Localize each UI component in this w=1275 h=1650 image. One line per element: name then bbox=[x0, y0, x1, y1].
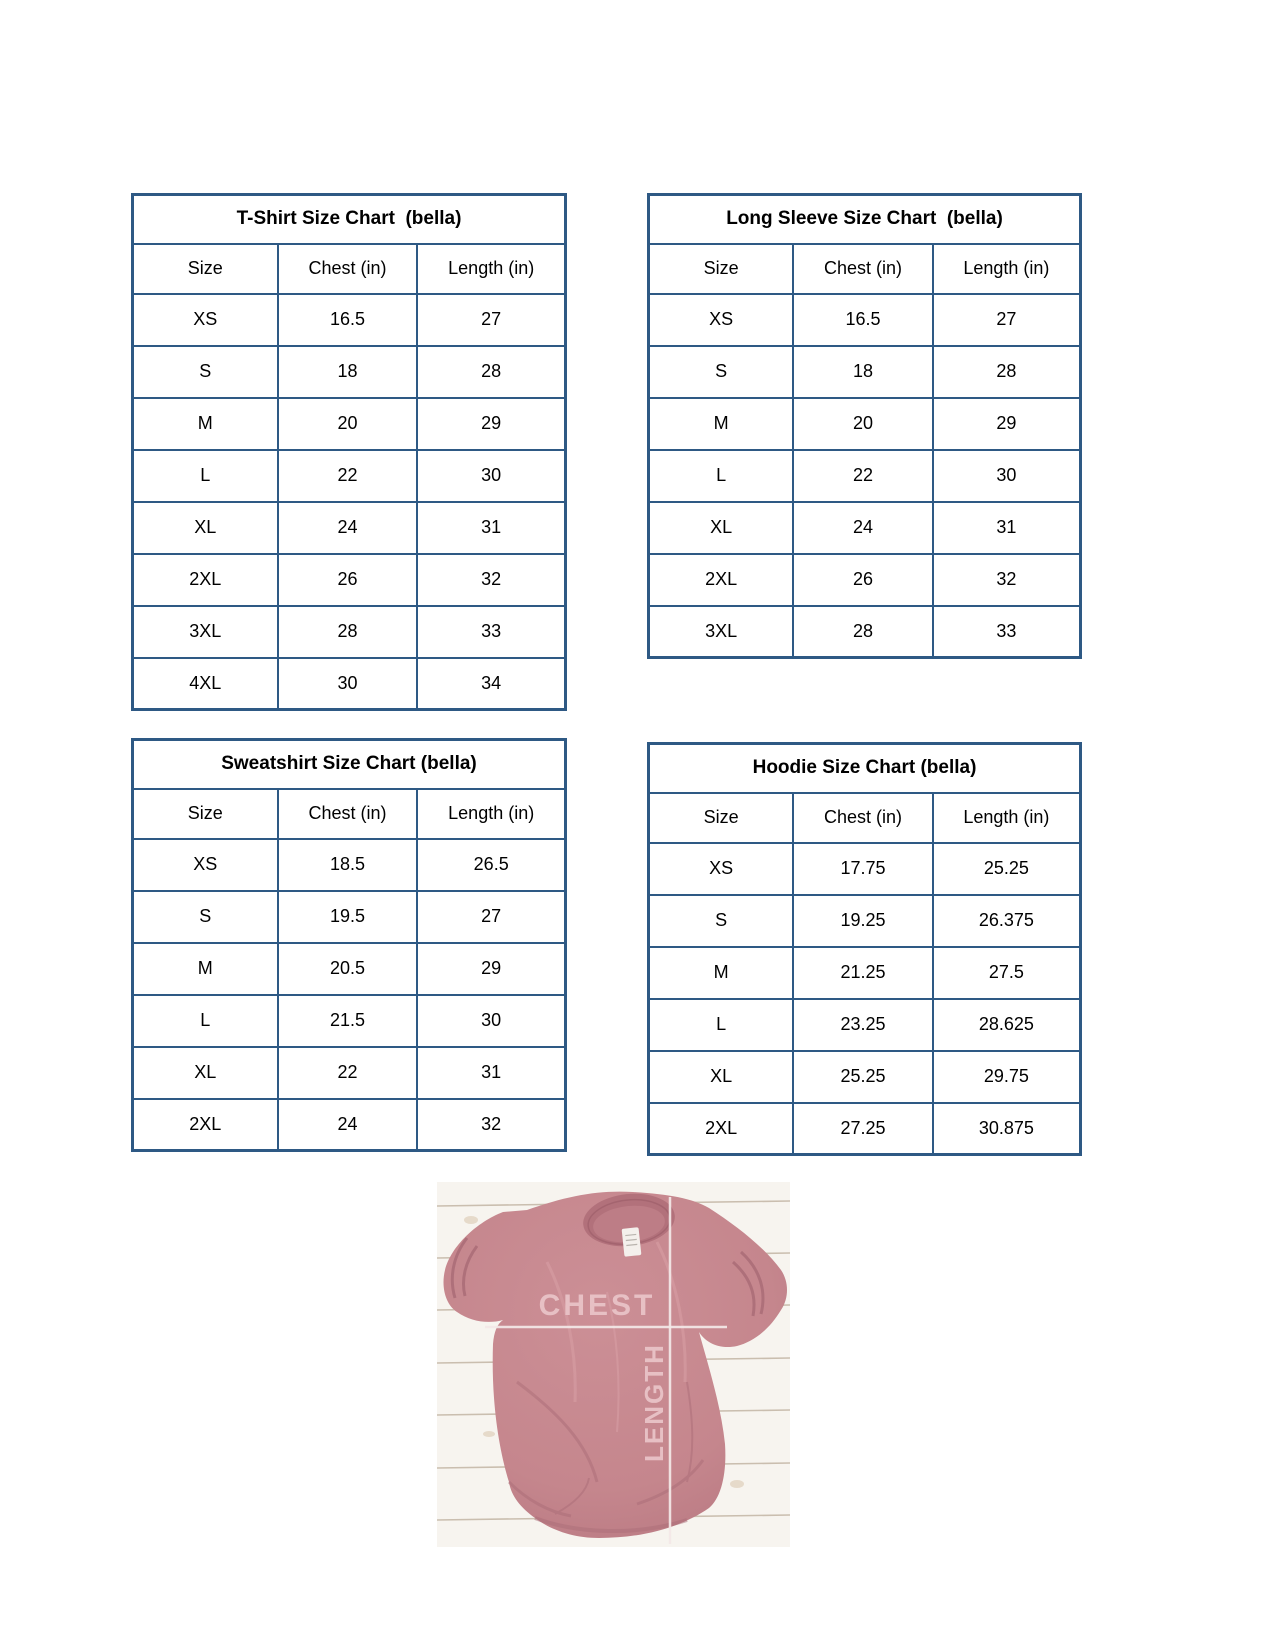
table-cell: S bbox=[133, 891, 278, 943]
table-cell: 33 bbox=[933, 606, 1081, 658]
sweatshirt-grid bbox=[131, 738, 567, 1152]
table-cell: 18 bbox=[278, 346, 418, 398]
table-cell: M bbox=[649, 947, 794, 999]
table-cell: 31 bbox=[933, 502, 1081, 554]
table-cell: 24 bbox=[278, 502, 418, 554]
column-header: Length (in) bbox=[933, 793, 1081, 843]
table-cell: 2XL bbox=[649, 1103, 794, 1155]
table-cell: XS bbox=[133, 839, 278, 891]
table-cell: 4XL bbox=[133, 658, 278, 710]
table-cell: 24 bbox=[278, 1099, 418, 1151]
table-row bbox=[649, 294, 1081, 346]
table-title-row bbox=[133, 195, 566, 244]
table-cell: 23.25 bbox=[793, 999, 933, 1051]
table-title-row bbox=[649, 195, 1081, 244]
table-cell: 28 bbox=[278, 606, 418, 658]
table-cell: 30 bbox=[417, 450, 565, 502]
table-cell: 25.25 bbox=[793, 1051, 933, 1103]
column-header: Length (in) bbox=[933, 244, 1081, 294]
table-title: Sweatshirt Size Chart (bella) bbox=[133, 740, 566, 789]
table-cell: L bbox=[133, 995, 278, 1047]
table-cell: 3XL bbox=[649, 606, 794, 658]
table-cell: 31 bbox=[417, 502, 565, 554]
tshirt-measurement-photo bbox=[437, 1182, 790, 1547]
table-cell: 34 bbox=[417, 658, 565, 710]
table-cell: 20 bbox=[278, 398, 418, 450]
table-cell: 20 bbox=[793, 398, 933, 450]
table-cell: 29.75 bbox=[933, 1051, 1081, 1103]
table-row bbox=[133, 502, 566, 554]
table-cell: S bbox=[649, 346, 794, 398]
table-cell: 28 bbox=[933, 346, 1081, 398]
table-title-row bbox=[649, 744, 1081, 793]
table-row bbox=[649, 398, 1081, 450]
column-header: Length (in) bbox=[417, 789, 565, 839]
table-cell: 31 bbox=[417, 1047, 565, 1099]
table-cell: 29 bbox=[417, 398, 565, 450]
table-row bbox=[649, 450, 1081, 502]
table-cell: 2XL bbox=[133, 1099, 278, 1151]
table-cell: 2XL bbox=[649, 554, 794, 606]
table-row bbox=[649, 606, 1081, 658]
table-cell: 3XL bbox=[133, 606, 278, 658]
table-cell: 26.5 bbox=[417, 839, 565, 891]
table-cell: 2XL bbox=[133, 554, 278, 606]
table-cell: 21.5 bbox=[278, 995, 418, 1047]
table-cell: 27 bbox=[417, 891, 565, 943]
table-cell: XS bbox=[649, 294, 794, 346]
table-cell: 25.25 bbox=[933, 843, 1081, 895]
table-header-row bbox=[649, 244, 1081, 294]
table-cell: 26 bbox=[278, 554, 418, 606]
hoodie-size-chart-table bbox=[647, 742, 1082, 1156]
table-cell: M bbox=[649, 398, 794, 450]
table-row bbox=[133, 450, 566, 502]
column-header: Size bbox=[649, 793, 794, 843]
hoodie-grid bbox=[647, 742, 1082, 1156]
table-cell: 32 bbox=[933, 554, 1081, 606]
column-header: Chest (in) bbox=[793, 244, 933, 294]
table-row bbox=[649, 1103, 1081, 1155]
table-cell: 20.5 bbox=[278, 943, 418, 995]
table-cell: 26 bbox=[793, 554, 933, 606]
table-cell: 16.5 bbox=[278, 294, 418, 346]
table-cell: 27 bbox=[933, 294, 1081, 346]
column-header: Size bbox=[133, 789, 278, 839]
column-header: Chest (in) bbox=[278, 244, 418, 294]
table-cell: L bbox=[649, 999, 794, 1051]
neck-label bbox=[622, 1227, 642, 1257]
table-row bbox=[133, 943, 566, 995]
table-cell: 26.375 bbox=[933, 895, 1081, 947]
table-cell: 30 bbox=[278, 658, 418, 710]
table-cell: XL bbox=[649, 502, 794, 554]
table-cell: 32 bbox=[417, 554, 565, 606]
table-cell: 30 bbox=[417, 995, 565, 1047]
table-cell: L bbox=[133, 450, 278, 502]
table-row bbox=[649, 843, 1081, 895]
table-row bbox=[133, 398, 566, 450]
table-cell: 33 bbox=[417, 606, 565, 658]
table-row bbox=[133, 891, 566, 943]
table-cell: 22 bbox=[278, 450, 418, 502]
table-row bbox=[133, 1099, 566, 1151]
table-cell: 28 bbox=[793, 606, 933, 658]
table-row bbox=[133, 294, 566, 346]
table-cell: 30 bbox=[933, 450, 1081, 502]
table-row bbox=[649, 346, 1081, 398]
table-row bbox=[133, 554, 566, 606]
table-cell: 27.5 bbox=[933, 947, 1081, 999]
table-cell: 27 bbox=[417, 294, 565, 346]
tshirt-size-chart-table bbox=[131, 193, 567, 711]
table-title: Long Sleeve Size Chart (bella) bbox=[649, 195, 1081, 244]
table-cell: 18 bbox=[793, 346, 933, 398]
table-row bbox=[133, 839, 566, 891]
table-title-row bbox=[133, 740, 566, 789]
tshirt-grid bbox=[131, 193, 567, 711]
table-cell: 29 bbox=[933, 398, 1081, 450]
table-cell: M bbox=[133, 943, 278, 995]
table-cell: 28 bbox=[417, 346, 565, 398]
table-row bbox=[649, 947, 1081, 999]
table-cell: 22 bbox=[278, 1047, 418, 1099]
table-cell: XL bbox=[133, 1047, 278, 1099]
column-header: Chest (in) bbox=[278, 789, 418, 839]
table-cell: S bbox=[649, 895, 794, 947]
table-cell: 32 bbox=[417, 1099, 565, 1151]
table-cell: XL bbox=[133, 502, 278, 554]
table-cell: XS bbox=[133, 294, 278, 346]
table-cell: S bbox=[133, 346, 278, 398]
table-row bbox=[133, 995, 566, 1047]
table-title: Hoodie Size Chart (bella) bbox=[649, 744, 1081, 793]
table-cell: 27.25 bbox=[793, 1103, 933, 1155]
table-cell: 19.25 bbox=[793, 895, 933, 947]
table-cell: 29 bbox=[417, 943, 565, 995]
table-row bbox=[649, 502, 1081, 554]
table-row bbox=[649, 554, 1081, 606]
table-header-row bbox=[133, 244, 566, 294]
column-header: Length (in) bbox=[417, 244, 565, 294]
long-sleeve-size-chart-table bbox=[647, 193, 1082, 659]
table-cell: L bbox=[649, 450, 794, 502]
chest-label: CHEST bbox=[538, 1289, 656, 1322]
table-cell: M bbox=[133, 398, 278, 450]
table-row bbox=[133, 658, 566, 710]
table-row bbox=[649, 999, 1081, 1051]
table-title: T-Shirt Size Chart (bella) bbox=[133, 195, 566, 244]
table-cell: 21.25 bbox=[793, 947, 933, 999]
length-label: LENGTH bbox=[639, 1343, 669, 1462]
table-cell: 17.75 bbox=[793, 843, 933, 895]
table-header-row bbox=[649, 793, 1081, 843]
table-cell: 28.625 bbox=[933, 999, 1081, 1051]
table-header-row bbox=[133, 789, 566, 839]
table-cell: XS bbox=[649, 843, 794, 895]
column-header: Size bbox=[649, 244, 794, 294]
table-row bbox=[649, 895, 1081, 947]
table-cell: XL bbox=[649, 1051, 794, 1103]
long-sleeve-grid bbox=[647, 193, 1082, 659]
table-cell: 18.5 bbox=[278, 839, 418, 891]
table-row bbox=[133, 346, 566, 398]
table-cell: 24 bbox=[793, 502, 933, 554]
sweatshirt-size-chart-table bbox=[131, 738, 567, 1152]
table-row bbox=[133, 1047, 566, 1099]
column-header: Chest (in) bbox=[793, 793, 933, 843]
table-cell: 30.875 bbox=[933, 1103, 1081, 1155]
table-row bbox=[133, 606, 566, 658]
table-cell: 16.5 bbox=[793, 294, 933, 346]
table-cell: 22 bbox=[793, 450, 933, 502]
column-header: Size bbox=[133, 244, 278, 294]
table-row bbox=[649, 1051, 1081, 1103]
table-cell: 19.5 bbox=[278, 891, 418, 943]
